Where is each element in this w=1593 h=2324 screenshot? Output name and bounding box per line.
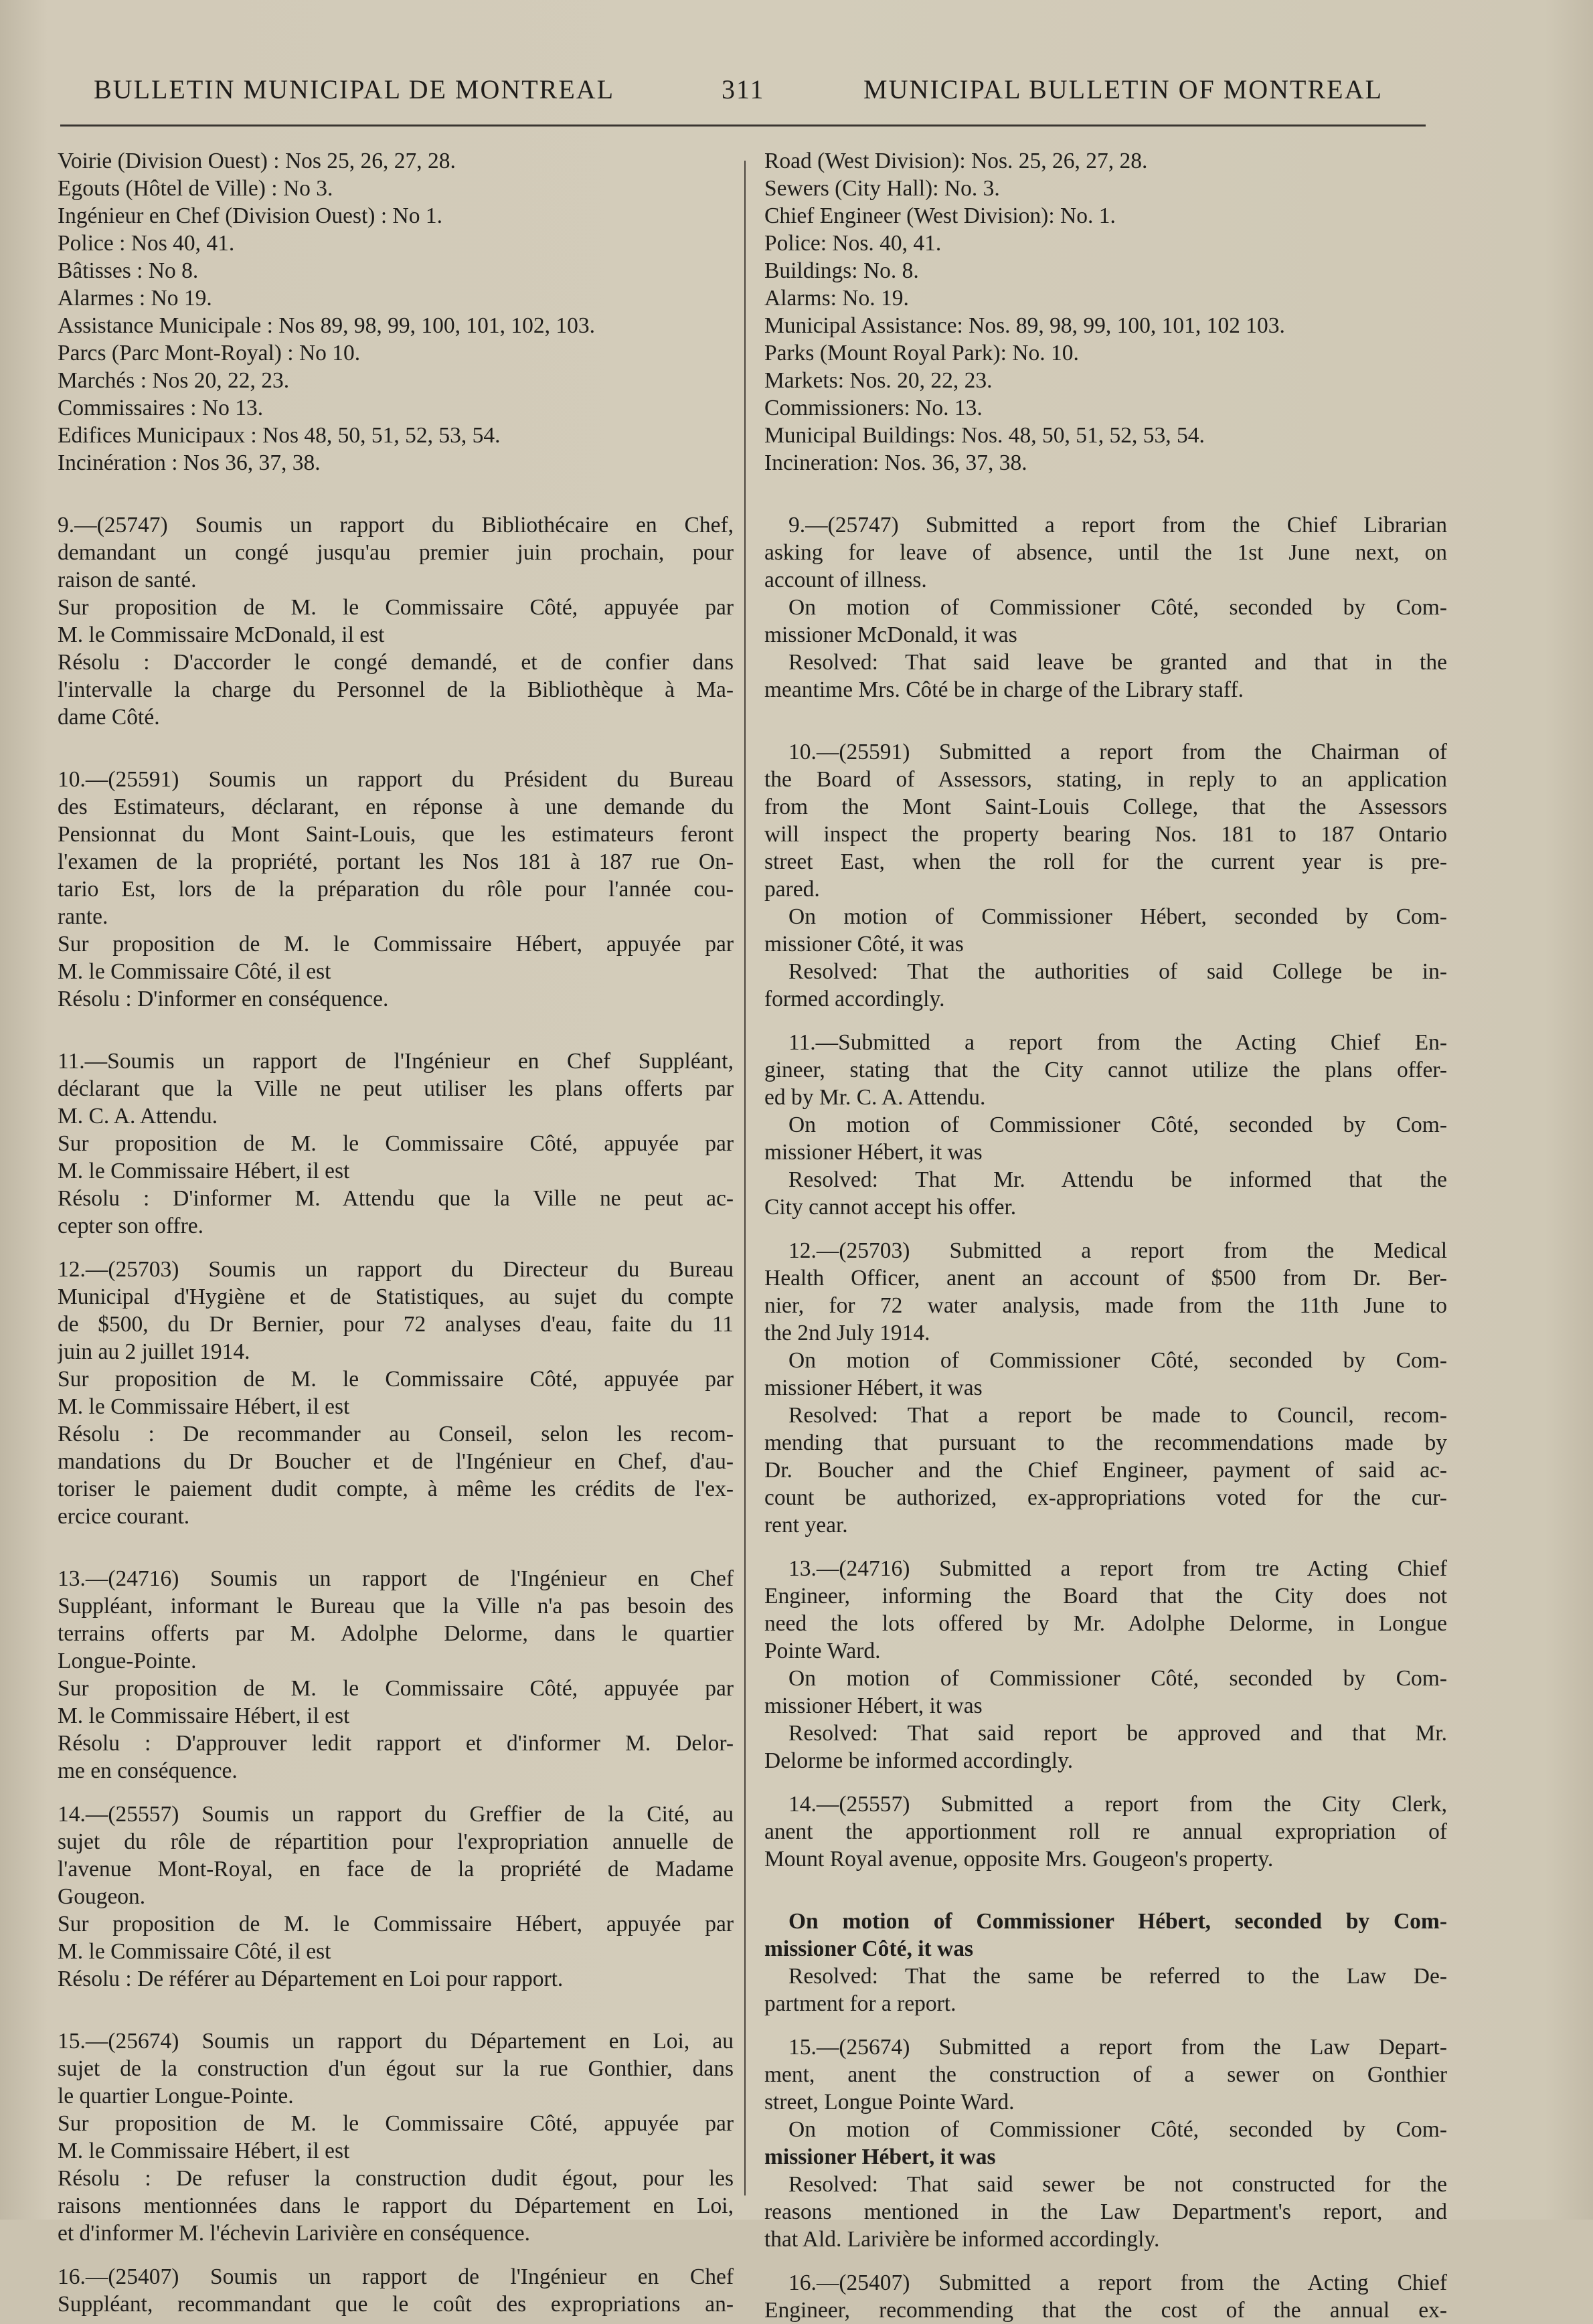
- text-line: anent the apportionment roll re annual expropriation of: [764, 1819, 1447, 1844]
- text-line: 13.—(24716) Soumis un rapport de l'Ingénieur en Chef: [58, 1566, 734, 1591]
- text-line: need the lots offered by Mr. Adolphe Delorme, in Longue: [764, 1611, 1447, 1636]
- text-line: 13.—(24716) Submitted a report from tre Acting Chief: [788, 1556, 1447, 1581]
- list-item: Buildings: No. 8.: [764, 258, 919, 283]
- text-line: City cannot accept his offer.: [764, 1195, 1017, 1220]
- list-item: Road (West Division): Nos. 25, 26, 27, 28.: [764, 149, 1148, 173]
- english-item-14: [764, 1791, 1447, 1873]
- list-item: Chief Engineer (West Division): No. 1.: [764, 203, 1116, 228]
- text-line: M. le Commissaire Hébert, il est: [58, 2139, 350, 2163]
- text-line: Resolved: That said leave be granted and that in the: [788, 650, 1447, 675]
- text-line: Résolu : D'informer en conséquence.: [58, 987, 389, 1011]
- text-line: M. C. A. Attendu.: [58, 1104, 218, 1129]
- text-line: account of illness.: [764, 568, 927, 592]
- text-line: gineer, stating that the City cannot utilize the plans offer-: [764, 1058, 1447, 1082]
- text-line: formed accordingly.: [764, 987, 945, 1011]
- french-item-10: [58, 766, 734, 1013]
- text-line: Sur proposition de M. le Commissaire Hébert, appuyée par: [58, 1912, 734, 1936]
- text-line: M. le Commissaire Hébert, il est: [58, 1394, 350, 1419]
- text-line: M. le Commissaire Côté, il est: [58, 1939, 331, 1964]
- list-item: Egouts (Hôtel de Ville) : No 3.: [58, 176, 333, 201]
- list-item: Bâtisses : No 8.: [58, 258, 199, 283]
- text-line: l'intervalle la charge du Personnel de la Bibliothèque à Ma-: [58, 677, 734, 702]
- english-item-10: [764, 738, 1447, 1013]
- page-header: [0, 74, 1593, 114]
- list-item: Parks (Mount Royal Park): No. 10.: [764, 341, 1079, 365]
- text-line: M. le Commissaire Côté, il est: [58, 959, 331, 984]
- french-item-11: [58, 1048, 734, 1240]
- text-line: demandant un congé jusqu'au premier juin prochain, pour: [58, 540, 734, 565]
- text-line: Sur proposition de M. le Commissaire Côté, appuyée par: [58, 1131, 734, 1156]
- text-line: the Board of Assessors, stating, in reply to an application: [764, 767, 1447, 792]
- list-item: Ingénieur en Chef (Division Ouest) : No 1.: [58, 203, 442, 228]
- text-line: On motion of Commissioner Côté, seconded by Com-: [788, 1112, 1447, 1137]
- page-number: 311: [722, 74, 765, 104]
- text-line: me en conséquence.: [58, 1758, 238, 1783]
- text-line: pared.: [764, 877, 820, 902]
- list-item: Police : Nos 40, 41.: [58, 231, 235, 256]
- text-line: Sur proposition de M. le Commissaire Côté, appuyée par: [58, 595, 734, 620]
- text-line: raisons mentionnées dans le rapport du Département en Loi,: [58, 2193, 734, 2218]
- text-line: that Ald. Larivière be informed accordingly.: [764, 2227, 1160, 2252]
- text-line: 9.—(25747) Soumis un rapport du Bibliothécaire en Chef,: [58, 513, 734, 537]
- text-line: nier, for 72 water analysis, made from the 11th June to: [764, 1293, 1447, 1318]
- text-line: street East, when the roll for the current year is pre-: [764, 849, 1447, 874]
- text-line: 14.—(25557) Soumis un rapport du Greffier de la Cité, au: [58, 1802, 734, 1827]
- text-line: Mount Royal avenue, opposite Mrs. Gougeon's property.: [764, 1847, 1274, 1872]
- french-department-list: [58, 147, 734, 477]
- text-line: missioner Côté, it was: [764, 1936, 974, 1961]
- text-line: reasons mentioned in the Law Department's report, and: [764, 2200, 1447, 2224]
- text-line: count be authorized, ex-appropriations voted for the cur-: [764, 1485, 1447, 1510]
- text-line: On motion of Commissioner Hébert, seconded by Com-: [788, 904, 1447, 929]
- text-line: the 2nd July 1914.: [764, 1321, 930, 1345]
- text-line: Municipal d'Hygiène et de Statistiques, au sujet du compte: [58, 1284, 734, 1309]
- list-item: Alarmes : No 19.: [58, 286, 212, 311]
- french-item-16: [58, 2263, 734, 2318]
- text-line: Pensionnat du Mont Saint-Louis, que les estimateurs feront: [58, 822, 734, 847]
- text-line: meantime Mrs. Côté be in charge of the Library staff.: [764, 677, 1244, 702]
- text-line: Engineer, recommending that the cost of the annual ex-: [764, 2298, 1447, 2323]
- text-line: 12.—(25703) Soumis un rapport du Directeur du Bureau: [58, 1257, 734, 1282]
- text-line: tario Est, lors de la préparation du rôle pour l'année cou-: [58, 877, 734, 902]
- text-line: Health Officer, anent an account of $500 from Dr. Ber-: [764, 1266, 1447, 1291]
- text-line: Sur proposition de M. le Commissaire Côté, appuyée par: [58, 1676, 734, 1701]
- text-line: sujet du rôle de répartition pour l'expropriation annuelle de: [58, 1829, 734, 1854]
- text-line: asking for leave of absence, until the 1st June next, on: [764, 540, 1447, 565]
- text-line: mending that pursuant to the recommendations made by: [764, 1430, 1447, 1455]
- english-item-11: [764, 1029, 1447, 1221]
- list-item: Marchés : Nos 20, 22, 23.: [58, 368, 290, 393]
- list-item: Commissaires : No 13.: [58, 396, 264, 420]
- list-item: Parcs (Parc Mont-Royal) : No 10.: [58, 341, 361, 365]
- header-rule: [60, 124, 1426, 127]
- text-line: Pointe Ward.: [764, 1639, 881, 1663]
- text-line: 12.—(25703) Submitted a report from the Medical: [788, 1238, 1447, 1263]
- text-line: raison de santé.: [58, 568, 197, 592]
- text-line: missioner Côté, it was: [764, 932, 964, 957]
- text-line: 10.—(25591) Soumis un rapport du Président du Bureau: [58, 767, 734, 792]
- french-item-9: [58, 511, 734, 731]
- text-line: Résolu : D'accorder le congé demandé, et de confier dans: [58, 650, 734, 675]
- text-line: M. le Commissaire Hébert, il est: [58, 1159, 350, 1183]
- english-item-9: [764, 511, 1447, 703]
- text-line: rent year.: [764, 1513, 848, 1538]
- text-line: M. le Commissaire McDonald, il est: [58, 622, 385, 647]
- text-line: 10.—(25591) Submitted a report from the Chairman of: [788, 740, 1447, 764]
- text-line: Delorme be informed accordingly.: [764, 1748, 1074, 1773]
- text-line: juin au 2 juillet 1914.: [58, 1339, 250, 1364]
- french-item-12: [58, 1256, 734, 1530]
- text-line: Resolved: That the same be referred to the Law De-: [788, 1964, 1447, 1989]
- english-item-14-motion: [764, 1908, 1447, 1963]
- text-line: 11.—Soumis un rapport de l'Ingénieur en Chef Suppléant,: [58, 1049, 734, 1074]
- text-line: Resolved: That said sewer be not constructed for the: [788, 2172, 1447, 2197]
- text-line: cepter son offre.: [58, 1214, 203, 1238]
- text-line: Sur proposition de M. le Commissaire Côté, appuyée par: [58, 1367, 734, 1392]
- list-item: Voirie (Division Ouest) : Nos 25, 26, 27, 28.: [58, 149, 456, 173]
- text-line: M. le Commissaire Hébert, il est: [58, 1704, 350, 1728]
- text-line: 15.—(25674) Submitted a report from the Law Depart-: [788, 2035, 1447, 2060]
- list-item: Edifices Municipaux : Nos 48, 50, 51, 52, 53, 54.: [58, 423, 501, 448]
- text-line: Résolu : D'approuver ledit rapport et d'informer M. Delor-: [58, 1731, 734, 1756]
- text-line: 16.—(25407) Soumis un rapport de l'Ingénieur en Chef: [58, 2264, 734, 2289]
- text-line: On motion of Commissioner Côté, seconded by Com-: [788, 1666, 1447, 1691]
- text-line: ercice courant.: [58, 1504, 190, 1529]
- text-line: ed by Mr. C. A. Attendu.: [764, 1085, 986, 1110]
- english-item-14-resolved: [764, 1963, 1447, 2017]
- list-item: Sewers (City Hall): No. 3.: [764, 176, 1000, 201]
- french-item-15: [58, 2027, 734, 2247]
- text-line: Suppléant, informant le Bureau que la Ville n'a pas besoin des: [58, 1594, 734, 1618]
- column-divider: [744, 161, 746, 2195]
- text-line: l'avenue Mont-Royal, en face de la propriété de Madame: [58, 1857, 734, 1882]
- text-line: Dr. Boucher and the Chief Engineer, payment of said ac-: [764, 1458, 1447, 1483]
- english-item-15: [764, 2033, 1447, 2116]
- french-column: [58, 147, 734, 2318]
- list-item: Markets: Nos. 20, 22, 23.: [764, 368, 993, 393]
- list-item: Police: Nos. 40, 41.: [764, 231, 942, 256]
- text-line: Résolu : De refuser la construction dudit égout, pour les: [58, 2166, 734, 2191]
- text-line: Resolved: That said report be approved and that Mr.: [788, 1721, 1447, 1746]
- text-line: Engineer, informing the Board that the City does not: [764, 1584, 1447, 1608]
- text-line: On motion of Commissioner Côté, seconded by Com-: [788, 595, 1447, 620]
- text-line: Gougeon.: [58, 1884, 146, 1909]
- text-line: missioner Hébert, it was: [764, 1693, 983, 1718]
- text-line: 15.—(25674) Soumis un rapport du Département en Loi, au: [58, 2029, 734, 2054]
- text-line: 11.—Submitted a report from the Acting Chief En-: [788, 1030, 1447, 1055]
- list-item: Assistance Municipale : Nos 89, 98, 99, 100, 101, 102, 103.: [58, 313, 596, 338]
- text-line: terrains offerts par M. Adolphe Delorme, dans le quartier: [58, 1621, 734, 1646]
- text-line: déclarant que la Ville ne peut utiliser les plans offerts par: [58, 1076, 734, 1101]
- text-line: Suppléant, recommandant que le coût des expropriations an-: [58, 2292, 734, 2317]
- text-line: Résolu : De recommander au Conseil, selon les recom-: [58, 1422, 734, 1446]
- english-item-15-resolved: [764, 2171, 1447, 2253]
- text-line: Sur proposition de M. le Commissaire Côté, appuyée par: [58, 2111, 734, 2136]
- list-item: Incinération : Nos 36, 37, 38.: [58, 450, 321, 475]
- text-line: missioner Hébert, it was: [764, 2145, 996, 2169]
- text-line: Longue-Pointe.: [58, 1649, 197, 1673]
- text-line: Resolved: That a report be made to Council, recom-: [788, 1403, 1447, 1428]
- text-line: from the Mont Saint-Louis College, that the Assessors: [764, 795, 1447, 819]
- english-item-15-motion: [764, 2116, 1447, 2171]
- english-item-13: [764, 1555, 1447, 1774]
- text-line: des Estimateurs, déclarant, en réponse à une demande du: [58, 795, 734, 819]
- text-line: dame Côté.: [58, 705, 160, 730]
- text-line: partment for a report.: [764, 1991, 956, 2016]
- header-title-english: MUNICIPAL BULLETIN OF MONTREAL: [863, 74, 1383, 104]
- text-line: On motion of Commissioner Côté, seconded by Com-: [788, 2117, 1447, 2142]
- text-line: rante.: [58, 904, 108, 929]
- list-item: Incineration: Nos. 36, 37, 38.: [764, 450, 1027, 475]
- french-item-14: [58, 1801, 734, 1993]
- text-line: will inspect the property bearing Nos. 181 to 187 Ontario: [764, 822, 1447, 847]
- text-line: Resolved: That Mr. Attendu be informed that the: [788, 1167, 1447, 1192]
- text-line: mandations du Dr Boucher et de l'Ingénieur en Chef, d'au-: [58, 1449, 734, 1474]
- text-line: de $500, du Dr Bernier, pour 72 analyses d'eau, faite du 11: [58, 1312, 734, 1337]
- text-line: 16.—(25407) Submitted a report from the Acting Chief: [788, 2270, 1447, 2295]
- text-line: On motion of Commissioner Côté, seconded by Com-: [788, 1348, 1447, 1373]
- text-line: Resolved: That the authorities of said College be in-: [788, 959, 1447, 984]
- text-line: Résolu : D'informer M. Attendu que la Ville ne peut ac-: [58, 1186, 734, 1211]
- text-line: ment, anent the construction of a sewer on Gonthier: [764, 2062, 1447, 2087]
- english-department-list: [764, 147, 1447, 477]
- text-line: et d'informer M. l'échevin Larivière en conséquence.: [58, 2221, 530, 2246]
- list-item: Municipal Buildings: Nos. 48, 50, 51, 52, 53, 54.: [764, 423, 1205, 448]
- english-item-16: [764, 2269, 1447, 2324]
- text-line: missioner McDonald, it was: [764, 622, 1017, 647]
- list-item: Commissioners: No. 13.: [764, 396, 983, 420]
- text-line: missioner Hébert, it was: [764, 1376, 983, 1400]
- text-line: 9.—(25747) Submitted a report from the Chief Librarian: [788, 513, 1447, 537]
- french-item-13: [58, 1565, 734, 1784]
- list-item: Alarms: No. 19.: [764, 286, 909, 311]
- text-line: sujet de la construction d'un égout sur la rue Gonthier, dans: [58, 2056, 734, 2081]
- text-line: missioner Hébert, it was: [764, 1140, 983, 1165]
- text-line: le quartier Longue-Pointe.: [58, 2084, 294, 2108]
- list-item: Municipal Assistance: Nos. 89, 98, 99, 100, 101, 102 103.: [764, 313, 1285, 338]
- text-line: street, Longue Pointe Ward.: [764, 2090, 1015, 2114]
- text-line: 14.—(25557) Submitted a report from the City Clerk,: [788, 1792, 1447, 1817]
- text-line: Sur proposition de M. le Commissaire Hébert, appuyée par: [58, 932, 734, 957]
- english-item-12: [764, 1237, 1447, 1539]
- text-line: l'examen de la propriété, portant les Nos 181 à 187 rue On-: [58, 849, 734, 874]
- text-line: On motion of Commissioner Hébert, seconded by Com-: [788, 1909, 1447, 1934]
- text-line: Résolu : De référer au Département en Loi pour rapport.: [58, 1967, 564, 1991]
- header-title-french: BULLETIN MUNICIPAL DE MONTREAL: [94, 74, 615, 104]
- english-column: [764, 147, 1447, 2324]
- text-line: toriser le paiement dudit compte, à même les crédits de l'ex-: [58, 1477, 734, 1501]
